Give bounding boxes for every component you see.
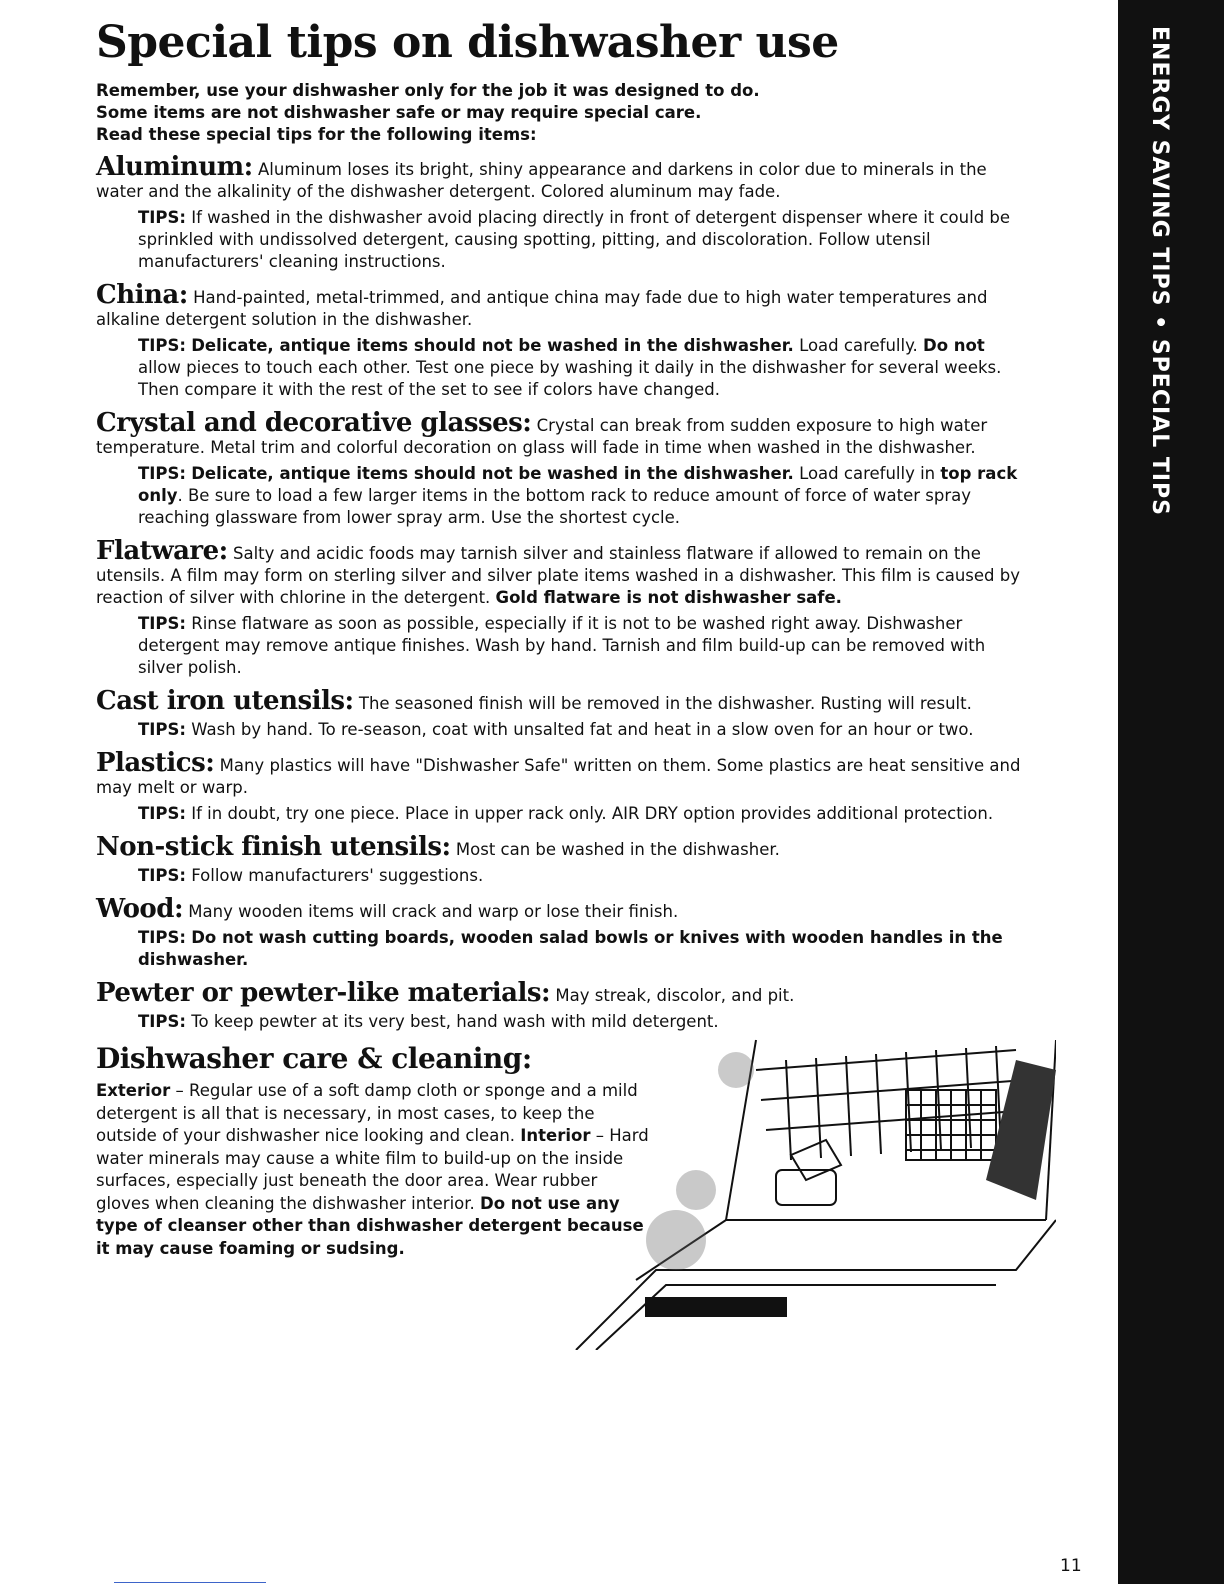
item-tips bbox=[138, 803, 1026, 825]
intro-line: Read these special tips for the following items: bbox=[96, 125, 537, 144]
item-pewter bbox=[96, 980, 1026, 1033]
item-description: The seasoned finish will be removed in the dishwasher. Rusting will result. bbox=[358, 694, 972, 713]
tips-label: TIPS: bbox=[138, 208, 186, 227]
tips-text: Rinse flatware as soon as possible, especially if it is not to be washed right away. Dishwasher detergent may remove antique finishes. Wash by hand. Tarnish and film build-up can be removed with silver polish. bbox=[138, 614, 986, 677]
tips-text: To keep pewter at its very best, hand wash with mild detergent. bbox=[191, 1012, 719, 1031]
item-china bbox=[96, 282, 1026, 401]
item-description-bold: Gold flatware is not dishwasher safe. bbox=[495, 588, 842, 607]
tips-text: allow pieces to touch each other. Test one piece by washing it daily in the dishwasher for several weeks. Then compare it with the rest of the set to see if colors have changed. bbox=[138, 358, 1002, 399]
tips-text: Load carefully in bbox=[799, 464, 936, 483]
item-tips bbox=[138, 335, 1026, 401]
intro-line: Some items are not dishwasher safe or may require special care. bbox=[96, 103, 702, 122]
interior-label: Interior bbox=[520, 1126, 591, 1145]
tips-bold: Delicate, antique items should not be washed in the dishwasher. bbox=[191, 464, 794, 483]
tips-bold: Do not bbox=[923, 336, 985, 355]
care-warning: Do not use any type of cleanser other than dishwasher detergent because it may cause foaming or sudsing. bbox=[96, 1193, 644, 1258]
item-tips bbox=[138, 463, 1026, 529]
tips-label: TIPS: bbox=[138, 804, 186, 823]
item-description: Many wooden items will crack and warp or lose their finish. bbox=[188, 902, 679, 921]
item-aluminum bbox=[96, 154, 1026, 273]
page-content bbox=[96, 14, 1026, 1342]
tips-bold: Do not wash cutting boards, wooden salad bowls or knives with wooden handles in the dishwasher. bbox=[138, 928, 1003, 969]
item-tips bbox=[138, 927, 1026, 971]
tips-text: If washed in the dishwasher avoid placing directly in front of detergent dispenser where it could be sprinkled with undissolved detergent, causing spotting, pitting, and discoloration. Follow utensil manufacturers' cleaning instructions. bbox=[138, 208, 1011, 271]
tips-label: TIPS: bbox=[138, 614, 186, 633]
item-description: Aluminum loses its bright, shiny appearance and darkens in color due to minerals in the water and the alkalinity of the dishwasher detergent. Colored aluminum may fade. bbox=[96, 160, 987, 201]
footer-divider bbox=[114, 1582, 266, 1583]
item-tips bbox=[138, 207, 1026, 273]
tips-label: TIPS: bbox=[138, 928, 186, 947]
item-title: Non-stick finish utensils: bbox=[96, 832, 451, 862]
tips-label: TIPS: bbox=[138, 720, 186, 739]
item-wood bbox=[96, 896, 1026, 971]
item-plastics bbox=[96, 750, 1026, 825]
intro-line: Remember, use your dishwasher only for the job it was designed to do. bbox=[96, 81, 760, 100]
item-title: Aluminum: bbox=[96, 152, 253, 182]
item-title: Wood: bbox=[96, 894, 184, 924]
side-tab-label: ENERGY SAVING TIPS • SPECIAL TIPS bbox=[1147, 26, 1172, 517]
item-description: Crystal can break from sudden exposure to high water temperature. Metal trim and colorful decoration on glass will fade in time when washed in the dishwasher. bbox=[96, 416, 988, 457]
item-title: Flatware: bbox=[96, 536, 228, 566]
tips-label: TIPS: bbox=[138, 1012, 186, 1031]
item-tips bbox=[138, 865, 1026, 887]
item-title: Crystal and decorative glasses: bbox=[96, 408, 532, 438]
tips-text: If in doubt, try one piece. Place in upper rack only. AIR DRY option provides additional protection. bbox=[191, 804, 994, 823]
tips-label: TIPS: bbox=[138, 336, 186, 355]
item-description: Many plastics will have "Dishwasher Safe" written on them. Some plastics are heat sensitive and may melt or warp. bbox=[96, 756, 1021, 797]
exterior-label: Exterior bbox=[96, 1081, 171, 1100]
intro bbox=[96, 80, 1026, 146]
tips-text: Follow manufacturers' suggestions. bbox=[191, 866, 484, 885]
exterior-text: – Regular use of a soft damp cloth or sponge and a mild detergent is all that is necessary, in most cases, to keep the outside of your dishwasher nice looking and clean. bbox=[96, 1081, 638, 1145]
tips-text: Load carefully. bbox=[799, 336, 918, 355]
item-crystal bbox=[96, 410, 1026, 529]
interior-text: – Hard water minerals may cause a white film to build-up on the inside surfaces, especially just beneath the door area. Wear rubber gloves when cleaning the dishwasher interior. bbox=[96, 1126, 649, 1213]
care-section bbox=[96, 1042, 1026, 1342]
item-tips bbox=[138, 719, 1026, 741]
care-text bbox=[96, 1080, 656, 1260]
item-title: China: bbox=[96, 280, 188, 310]
item-description: May streak, discolor, and pit. bbox=[555, 986, 795, 1005]
page-number: 11 bbox=[1060, 1556, 1082, 1576]
tips-bold: Delicate, antique items should not be washed in the dishwasher. bbox=[191, 336, 794, 355]
tips-bold: top rack only bbox=[138, 464, 1018, 505]
page-title: Special tips on dishwasher use bbox=[96, 17, 839, 68]
item-non-stick bbox=[96, 834, 1026, 887]
item-title: Cast iron utensils: bbox=[96, 686, 354, 716]
item-cast-iron bbox=[96, 688, 1026, 741]
item-description: Salty and acidic foods may tarnish silver and stainless flatware if allowed to remain on the utensils. A film may form on sterling silver and silver plate items washed in a dishwasher. This film is caused by reaction of silver with chlorine in the detergent. bbox=[96, 544, 1021, 607]
tips-label: TIPS: bbox=[138, 866, 186, 885]
tips-label: TIPS: bbox=[138, 464, 186, 483]
tips-text: Wash by hand. To re-season, coat with unsalted fat and heat in a slow oven for an hour or two. bbox=[191, 720, 974, 739]
item-description: Most can be washed in the dishwasher. bbox=[455, 840, 780, 859]
care-title: Dishwasher care & cleaning: bbox=[96, 1042, 532, 1075]
section-side-tab bbox=[1118, 0, 1224, 1584]
item-tips bbox=[138, 613, 1026, 679]
tips-text: . Be sure to load a few larger items in the bottom rack to reduce amount of force of water spray reaching glassware from lower spray arm. Use the shortest cycle. bbox=[138, 486, 971, 527]
item-title: Plastics: bbox=[96, 748, 215, 778]
item-title: Pewter or pewter-like materials: bbox=[96, 978, 551, 1008]
item-flatware bbox=[96, 538, 1026, 679]
item-description: Hand-painted, metal-trimmed, and antique china may fade due to high water temperatures and alkaline detergent solution in the dishwasher. bbox=[96, 288, 988, 329]
